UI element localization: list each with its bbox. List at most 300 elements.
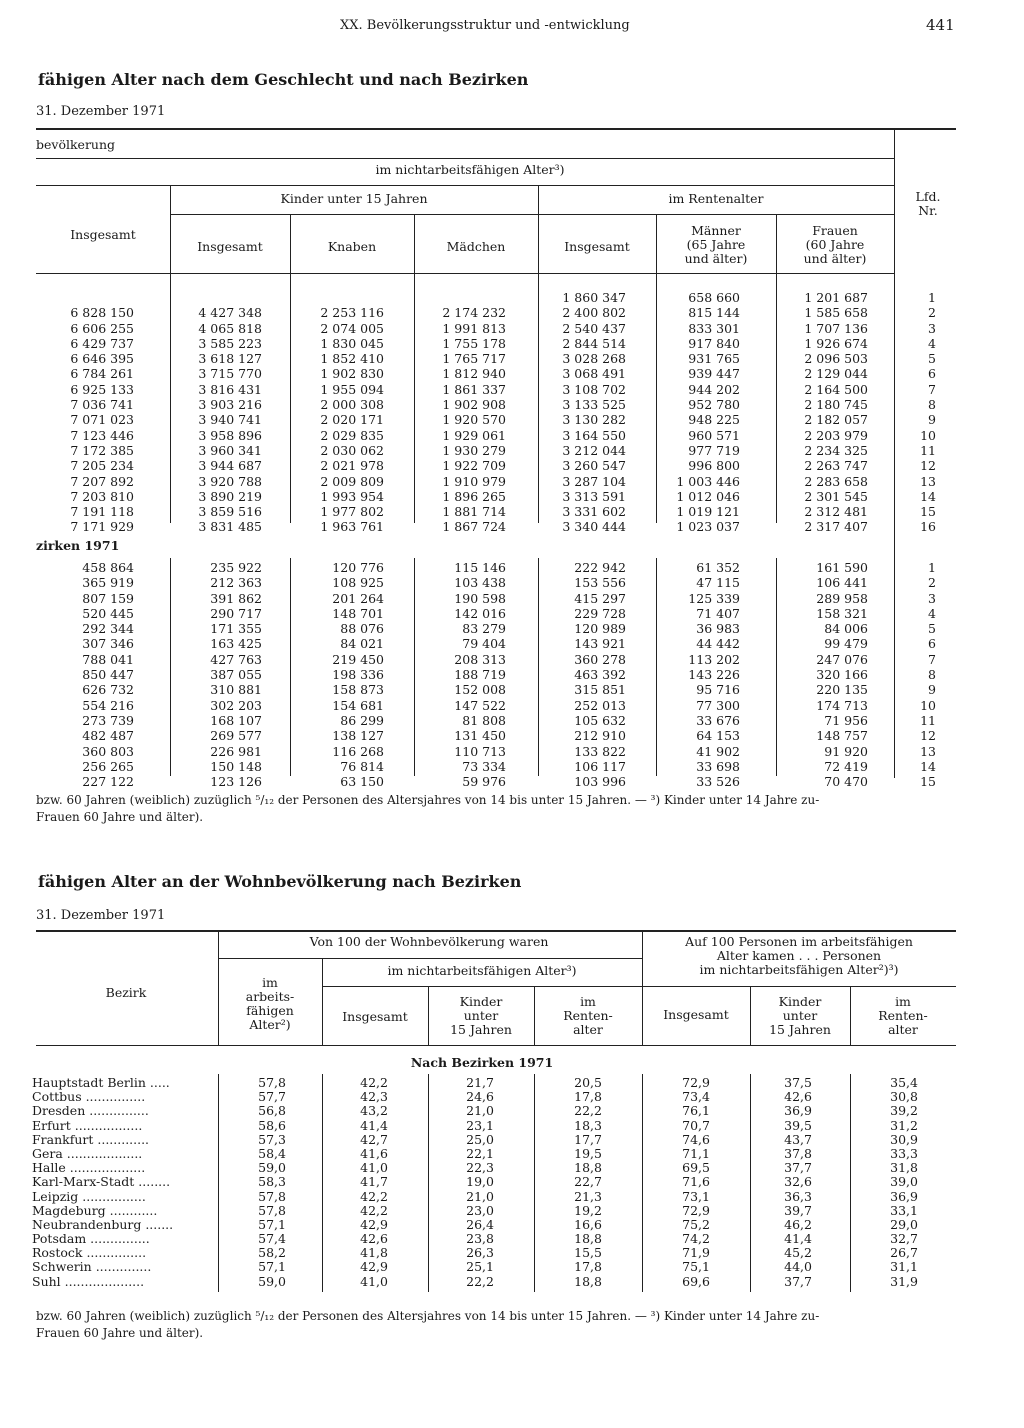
table-cell: 1 812 940 (442, 366, 506, 382)
header-insgesamt-2: Insgesamt (342, 1009, 408, 1024)
table-cell: 7 071 023 (70, 412, 134, 428)
table-cell: 42,6 (784, 1089, 812, 1105)
table-cell: 21,3 (574, 1188, 602, 1204)
table-cell: 63 150 (340, 774, 384, 790)
table-cell: 2 400 802 (562, 305, 626, 321)
table-cell: 9 (928, 682, 936, 698)
table-cell: 1 910 979 (442, 473, 506, 489)
table-cell: 41,4 (360, 1117, 388, 1133)
table-cell (414, 290, 506, 305)
table-cell: 58,2 (258, 1245, 286, 1261)
table-cell: 360 278 (574, 651, 626, 667)
table-cell: 30,9 (890, 1131, 918, 1147)
table-cell: 125 339 (688, 590, 740, 606)
table-cell: 33 526 (696, 774, 740, 790)
renten-column (534, 1076, 602, 1289)
table-cell: 365 919 (82, 575, 134, 591)
years-knaben-column (290, 290, 384, 535)
table-cell: 23,1 (466, 1117, 494, 1133)
table-cell: 9 (928, 412, 936, 428)
table2-date: 31. Dezember 1971 (36, 908, 166, 923)
table-cell: 3 944 687 (198, 458, 262, 474)
table-cell: 33,3 (890, 1145, 918, 1161)
table-cell: 99 479 (824, 636, 868, 652)
table-cell: 42,2 (360, 1188, 388, 1204)
table2-title: fähigen Alter an der Wohnbevölkerung nach Bezirken (38, 872, 522, 891)
table-cell: 61 352 (696, 560, 740, 575)
table-cell: 320 166 (816, 667, 868, 683)
table-cell: 106 441 (816, 575, 868, 591)
table-cell: 1 963 761 (320, 519, 384, 535)
years-frauen-column (776, 290, 868, 535)
table-cell: 57,8 (258, 1202, 286, 1218)
table-cell: 19,5 (574, 1145, 602, 1161)
table-cell: 1 765 717 (442, 351, 506, 367)
table-cell: 142 016 (454, 605, 506, 621)
table-cell: 13 (920, 473, 936, 489)
table-cell: 31,1 (890, 1259, 918, 1275)
table-cell: 3 108 702 (562, 381, 626, 397)
table-cell: 71,9 (682, 1245, 710, 1261)
table-cell: 58,4 (258, 1145, 286, 1161)
table-cell: 2 540 437 (562, 320, 626, 336)
table-cell: 1 755 178 (442, 335, 506, 351)
table-cell: 222 942 (574, 560, 626, 575)
table-cell: 2 021 978 (320, 458, 384, 474)
header-rentenalter: im Rentenalter (668, 191, 764, 206)
section-bezirke-1971: zirken 1971 (36, 538, 120, 553)
bezirke-lfd-column (896, 560, 936, 789)
table-cell: 25,1 (466, 1259, 494, 1275)
table-cell: 154 681 (332, 697, 384, 713)
table-cell: 81 808 (462, 712, 506, 728)
table-cell: 3 287 104 (562, 473, 626, 489)
insgesamt-2-column (642, 1076, 710, 1289)
table-cell: 72,9 (682, 1075, 710, 1090)
bezirke-renten-insgesamt-column (538, 560, 626, 789)
table-cell: 59 976 (462, 774, 506, 790)
table-cell: 39,2 (890, 1103, 918, 1119)
header-auf-100: Auf 100 Personen im arbeitsfähigen Alter kamen . . . Personen im nichtarbeitsfähigen Alter²)³) (685, 934, 913, 977)
table-cell: 33 676 (696, 712, 740, 728)
table-cell: 41,0 (360, 1160, 388, 1176)
table-cell: Erfurt ................. (32, 1117, 143, 1133)
table-cell: 996 800 (688, 458, 740, 474)
table-cell: 1 991 813 (442, 320, 506, 336)
table-cell: 6 606 255 (70, 320, 134, 336)
table-cell: 229 728 (574, 605, 626, 621)
table-cell: 3 313 591 (562, 488, 626, 504)
table-cell: 307 346 (82, 636, 134, 652)
table-cell: 22,3 (466, 1160, 494, 1176)
table-cell: 15,5 (574, 1245, 602, 1261)
table-cell: 292 344 (82, 621, 134, 637)
table-cell: 2 (928, 575, 936, 591)
table-cell: 39,7 (784, 1202, 812, 1218)
table-cell: 1 019 121 (676, 504, 740, 520)
table-cell: 58,6 (258, 1117, 286, 1133)
table-cell: 190 598 (454, 590, 506, 606)
table-cell: 42,2 (360, 1075, 388, 1090)
table-cell: 5 (928, 621, 936, 637)
arbeitsfaehig-column (218, 1076, 286, 1289)
table-cell: Rostock ............... (32, 1245, 147, 1261)
table-cell: 57,8 (258, 1188, 286, 1204)
table-cell: 520 445 (82, 605, 134, 621)
renten-2-column (850, 1076, 918, 1289)
years-renten-insgesamt-column (538, 290, 626, 535)
table1-top-rule (36, 128, 956, 130)
table-cell: 57,8 (258, 1075, 286, 1090)
table-cell: 20,5 (574, 1075, 602, 1090)
table-cell: 1 012 046 (676, 488, 740, 504)
table-cell: 42,7 (360, 1131, 388, 1147)
table-cell: 56,8 (258, 1103, 286, 1119)
table-cell: 8 (928, 667, 936, 683)
table-cell: 1 993 954 (320, 488, 384, 504)
table-cell: 554 216 (82, 697, 134, 713)
table-cell: 1 861 337 (442, 381, 506, 397)
table-cell: 1 201 687 (804, 290, 868, 305)
table-cell: 3 (928, 320, 936, 336)
table-cell: 150 148 (210, 758, 262, 774)
table-cell: 2 074 005 (320, 320, 384, 336)
table2-footnote: bzw. 60 Jahren (weiblich) zuzüglich ⁵/₁₂ der Personen des Altersjahres von 14 bis unter 15 Jahren. — ³) Kinder unter 14 Jahre zu- Frauen 60 Jahre und älter). (36, 1309, 820, 1340)
header-kinder-3: Kinder unter 15 Jahren (769, 994, 831, 1037)
table-cell: 13 (920, 743, 936, 759)
table-cell: 24,6 (466, 1089, 494, 1105)
table-cell: 103 996 (574, 774, 626, 790)
table-cell: 7 (928, 381, 936, 397)
table-cell: 387 055 (210, 667, 262, 683)
table-cell: 108 925 (332, 575, 384, 591)
table-cell: 6 (928, 366, 936, 382)
table-cell: 88 076 (340, 621, 384, 637)
table-cell: 158 321 (816, 605, 868, 621)
table-cell: 22,7 (574, 1174, 602, 1190)
bezirke-maenner-column (656, 560, 740, 789)
table-cell: 72 419 (824, 758, 868, 774)
table1-title: fähigen Alter nach dem Geschlecht und nach Bezirken (38, 70, 529, 89)
header-renten-3: im Renten- alter (878, 994, 928, 1037)
table-cell: 1 922 709 (442, 458, 506, 474)
table-cell: 788 041 (82, 651, 134, 667)
table-cell (170, 290, 262, 305)
table-cell: 69,5 (682, 1160, 710, 1176)
table-cell: 2 174 232 (442, 305, 506, 321)
table-cell: 3 585 223 (198, 335, 262, 351)
table-cell: 917 840 (688, 335, 740, 351)
table-cell: 6 (928, 636, 936, 652)
table-cell: 3 212 044 (562, 442, 626, 458)
table-cell: 43,2 (360, 1103, 388, 1119)
header-arbeitsfaehig: im arbeits- fähigen Alter²) (245, 975, 295, 1032)
table-cell: 3 618 127 (198, 351, 262, 367)
table-cell: 35,4 (890, 1075, 918, 1090)
table-cell: 2 203 979 (804, 427, 868, 443)
table-cell: 69,6 (682, 1273, 710, 1289)
table-cell: 138 127 (332, 728, 384, 744)
table-cell: 7 171 929 (70, 519, 134, 535)
table-cell: 247 076 (816, 651, 868, 667)
table-cell: 952 780 (688, 397, 740, 413)
table-cell: 19,0 (466, 1174, 494, 1190)
insgesamt-column (322, 1076, 388, 1289)
table-cell: 188 719 (454, 667, 506, 683)
table-cell: 21,0 (466, 1103, 494, 1119)
table-cell: 41,6 (360, 1145, 388, 1161)
table-cell: 148 757 (816, 728, 868, 744)
table-cell: 45,2 (784, 1245, 812, 1261)
table-cell: 16 (920, 519, 936, 535)
table-cell: 131 450 (454, 728, 506, 744)
table-cell: 2 283 658 (804, 473, 868, 489)
table-cell: Cottbus ............... (32, 1089, 146, 1105)
table-cell: 2 029 835 (320, 427, 384, 443)
table-cell: 73,1 (682, 1188, 710, 1204)
table-cell: 7 203 810 (70, 488, 134, 504)
table-cell: 133 822 (574, 743, 626, 759)
table-cell: 3 028 268 (562, 351, 626, 367)
table-cell: 4 (928, 335, 936, 351)
table-cell: 32,6 (784, 1174, 812, 1190)
table-cell: 16,6 (574, 1216, 602, 1232)
table1-footnote: bzw. 60 Jahren (weiblich) zuzüglich ⁵/₁₂ der Personen des Altersjahres von 14 bis unter 15 Jahren. — ³) Kinder unter 14 Jahre zu- Frauen 60 Jahre und älter). (36, 793, 820, 824)
table-cell: 7 036 741 (70, 397, 134, 413)
table-cell: 269 577 (210, 728, 262, 744)
table-cell: 1 977 802 (320, 504, 384, 520)
table-cell: 116 268 (332, 743, 384, 759)
table-cell: 4 065 818 (198, 320, 262, 336)
table-cell: 143 921 (574, 636, 626, 652)
table-cell: 148 701 (332, 605, 384, 621)
table-cell: 3 940 741 (198, 412, 262, 428)
section-nach-bezirken: Nach Bezirken 1971 (410, 1055, 554, 1070)
table-cell: 1 867 724 (442, 519, 506, 535)
table-cell: 11 (920, 712, 936, 728)
table-cell: 960 571 (688, 427, 740, 443)
header-knaben: Knaben (327, 239, 377, 254)
table-cell: 3 890 219 (198, 488, 262, 504)
table-cell: 6 646 395 (70, 351, 134, 367)
table-cell: 2 253 116 (320, 305, 384, 321)
table-cell: 201 264 (332, 590, 384, 606)
table-cell: 2 129 044 (804, 366, 868, 382)
table-cell: 212 910 (574, 728, 626, 744)
table-cell: 77 300 (696, 697, 740, 713)
table-cell: 3 903 216 (198, 397, 262, 413)
table-cell: 21,0 (466, 1188, 494, 1204)
table-cell: 3 816 431 (198, 381, 262, 397)
header-von-100: Von 100 der Wohnbevölkerung waren (309, 934, 549, 949)
table-cell: 39,0 (890, 1174, 918, 1190)
table-cell: 19,2 (574, 1202, 602, 1218)
table-cell: 23,8 (466, 1231, 494, 1247)
table-cell: 47 115 (696, 575, 740, 591)
table-cell: 198 336 (332, 667, 384, 683)
table-cell: 37,7 (784, 1160, 812, 1176)
table-cell: 152 008 (454, 682, 506, 698)
table-cell: 227 122 (82, 774, 134, 790)
table-cell: 2 (928, 305, 936, 321)
table-cell: 833 301 (688, 320, 740, 336)
table-cell: Halle ................... (32, 1160, 146, 1176)
years-maenner-column (656, 290, 740, 535)
table-cell: 208 313 (454, 651, 506, 667)
table-cell: 83 279 (462, 621, 506, 637)
table-cell: 235 922 (210, 560, 262, 575)
table-cell: 1 926 674 (804, 335, 868, 351)
table-cell: 105 632 (574, 712, 626, 728)
table-cell: 123 126 (210, 774, 262, 790)
table-cell: 22,2 (574, 1103, 602, 1119)
table-cell: 1 (928, 560, 936, 575)
table-cell: 2 312 481 (804, 504, 868, 520)
table-cell: 79 404 (462, 636, 506, 652)
table-cell: 76,1 (682, 1103, 710, 1119)
table-cell: 17,7 (574, 1131, 602, 1147)
table-cell: 76 814 (340, 758, 384, 774)
table-cell: 807 159 (82, 590, 134, 606)
table-cell: 36 983 (696, 621, 740, 637)
table-cell: 59,0 (258, 1273, 286, 1289)
table-cell: 74,2 (682, 1231, 710, 1247)
table-cell: Dresden ............... (32, 1103, 149, 1119)
table-cell: 220 135 (816, 682, 868, 698)
table-cell: 42,3 (360, 1089, 388, 1105)
table-cell: Leipzig ................ (32, 1188, 146, 1204)
table-cell: 44,0 (784, 1259, 812, 1275)
years-lfd-column (896, 290, 936, 535)
table-cell: 3 (928, 590, 936, 606)
table-cell: 86 299 (340, 712, 384, 728)
table-cell: 219 450 (332, 651, 384, 667)
table-cell: 944 202 (688, 381, 740, 397)
table-cell: 7 (928, 651, 936, 667)
table-cell: 17,8 (574, 1089, 602, 1105)
table-cell: 37,5 (784, 1075, 812, 1090)
table-cell: 1 881 714 (442, 504, 506, 520)
table-cell: Suhl .................... (32, 1273, 145, 1289)
table-cell: 6 925 133 (70, 381, 134, 397)
table-cell: 163 425 (210, 636, 262, 652)
table-cell: Schwerin .............. (32, 1259, 152, 1275)
header-renten-2: im Renten- alter (563, 994, 613, 1037)
table-cell: 71,1 (682, 1145, 710, 1161)
table-cell: 3 164 550 (562, 427, 626, 443)
bezirke-kinder-insgesamt-column (170, 560, 262, 789)
table-cell: 2 000 308 (320, 397, 384, 413)
table-cell: 2 234 325 (804, 442, 868, 458)
years-kinder-insgesamt-column (170, 290, 262, 535)
table-cell: 174 713 (816, 697, 868, 713)
bezirke-maedchen-column (414, 560, 506, 789)
table-cell: 1 955 094 (320, 381, 384, 397)
table-cell: 161 590 (816, 560, 868, 575)
table-cell: 58,3 (258, 1174, 286, 1190)
kinder-column (428, 1076, 494, 1289)
table-cell: 1 920 570 (442, 412, 506, 428)
table-cell: 4 (928, 605, 936, 621)
table-cell: 1 707 136 (804, 320, 868, 336)
table-cell: 1 896 265 (442, 488, 506, 504)
table-cell: 84 021 (340, 636, 384, 652)
header-kinder-insgesamt: Insgesamt (197, 239, 263, 254)
table-cell: 463 392 (574, 667, 626, 683)
table-cell: 12 (920, 458, 936, 474)
table-cell: 42,9 (360, 1259, 388, 1275)
table-cell: 3 130 282 (562, 412, 626, 428)
table-cell: 95 716 (696, 682, 740, 698)
table-cell: 977 719 (688, 442, 740, 458)
header-renten-insgesamt: Insgesamt (564, 239, 630, 254)
table-cell: 391 862 (210, 590, 262, 606)
table-cell: 7 191 118 (70, 504, 134, 520)
table-cell: 31,2 (890, 1117, 918, 1133)
table-cell: 41,8 (360, 1245, 388, 1261)
table-cell: 18,3 (574, 1117, 602, 1133)
table-cell: 42,9 (360, 1216, 388, 1232)
table-cell: 57,1 (258, 1259, 286, 1275)
header-lfd-nr: Lfd. Nr. (915, 189, 941, 218)
table-cell: 36,9 (784, 1103, 812, 1119)
table-cell: 42,2 (360, 1202, 388, 1218)
table-cell: 2 263 747 (804, 458, 868, 474)
table-cell: 74,6 (682, 1131, 710, 1147)
table-cell: 71,6 (682, 1174, 710, 1190)
table-cell: 3 960 341 (198, 442, 262, 458)
header-bezirk: Bezirk (105, 985, 147, 1000)
header-nichtarbeitsfaehig-2: im nichtarbeitsfähigen Alter³) (387, 963, 577, 978)
table-cell: 91 920 (824, 743, 868, 759)
table-cell: 37,8 (784, 1145, 812, 1161)
table-cell: 226 981 (210, 743, 262, 759)
table-cell: 36,3 (784, 1188, 812, 1204)
table-cell: 1 585 658 (804, 305, 868, 321)
table-cell: 26,3 (466, 1245, 494, 1261)
table-cell: 147 522 (454, 697, 506, 713)
table-cell: 2 301 545 (804, 488, 868, 504)
table-cell: 25,0 (466, 1131, 494, 1147)
table-cell: 7 207 892 (70, 473, 134, 489)
page-number: 441 (926, 16, 955, 34)
table-cell: 256 265 (82, 758, 134, 774)
table-cell: 1 830 045 (320, 335, 384, 351)
table-cell: 103 438 (454, 575, 506, 591)
table-cell: 310 881 (210, 682, 262, 698)
table-cell: 22,1 (466, 1145, 494, 1161)
table-cell: Hauptstadt Berlin ..... (32, 1076, 170, 1090)
table-cell: 3 958 896 (198, 427, 262, 443)
table-cell: Magdeburg ............ (32, 1202, 158, 1218)
table-cell: 110 713 (454, 743, 506, 759)
header-nichtarbeitsfaehig: im nichtarbeitsfähigen Alter³) (375, 162, 565, 177)
table-cell: 153 556 (574, 575, 626, 591)
table-cell: 2 182 057 (804, 412, 868, 428)
table-cell: 2 030 062 (320, 442, 384, 458)
table-cell: 75,2 (682, 1216, 710, 1232)
table-cell: 658 660 (688, 290, 740, 305)
table-cell: 18,8 (574, 1231, 602, 1247)
table-cell: 3 920 788 (198, 473, 262, 489)
table-cell: 21,7 (466, 1075, 494, 1090)
table-cell: 2 317 407 (804, 519, 868, 535)
table-cell: 3 331 602 (562, 504, 626, 520)
bezirke-frauen-column (776, 560, 868, 789)
table-cell: 482 487 (82, 728, 134, 744)
table-cell: 33 698 (696, 758, 740, 774)
table-cell: 2 096 503 (804, 351, 868, 367)
